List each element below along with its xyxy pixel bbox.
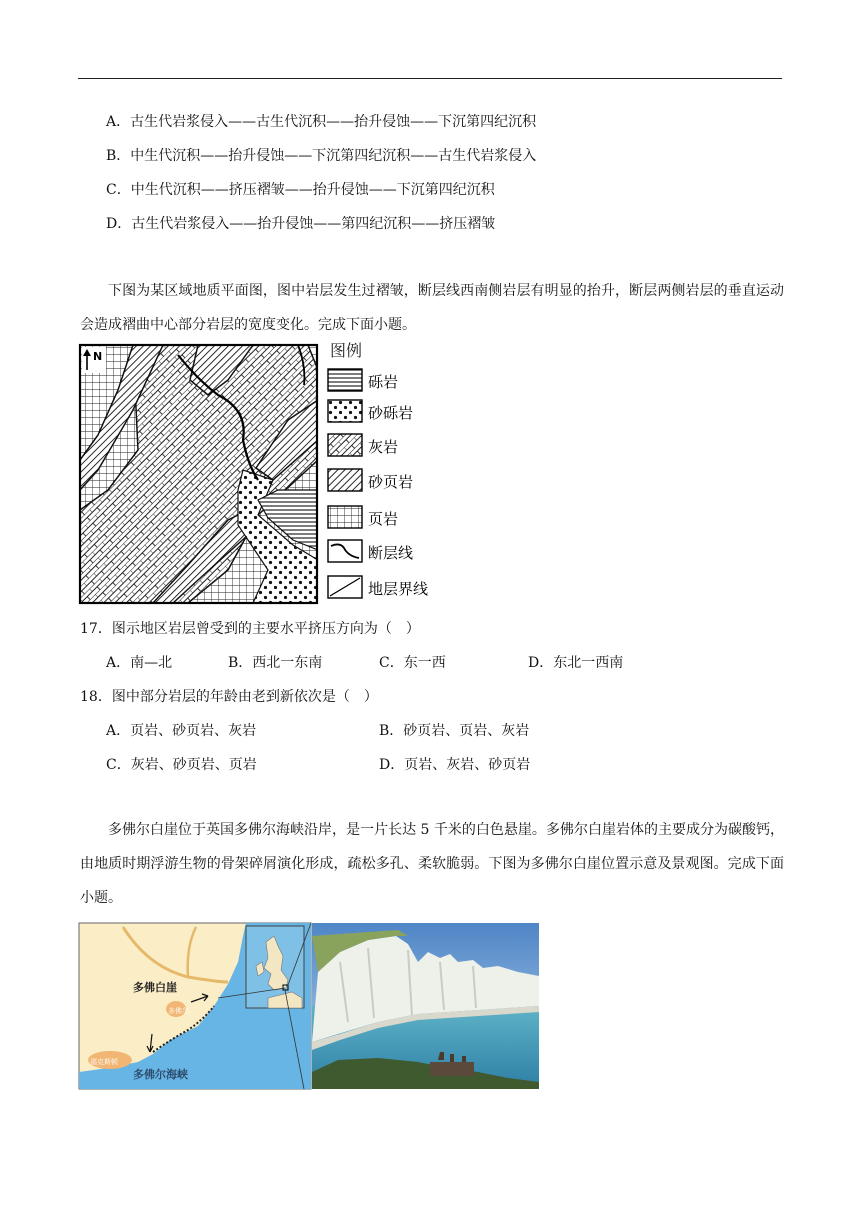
legend-title: 图例 [330, 341, 363, 360]
legend-item-stratum-boundary [328, 576, 428, 598]
q16-option-d: D．古生代岩浆侵入——抬升侵蚀——第四纪沉积——挤压褶皱 [106, 216, 496, 232]
q18-option-b: B．砂页岩、页岩、灰岩 [379, 723, 530, 739]
q16-option-b: B．中生代沉积——抬升侵蚀——下沉第四纪沉积——古生代岩浆侵入 [106, 148, 537, 164]
legend-label: 砂砾岩 [368, 404, 414, 422]
label-dover-town: 多佛尔 [168, 1007, 189, 1015]
legend-label: 砂页岩 [368, 473, 414, 491]
legend-item-fault-line [328, 540, 413, 562]
legend-label: 页岩 [368, 510, 399, 528]
q17-option-b: B．西北一东南 [228, 655, 323, 671]
label-dover-strait: 多佛尔海峡 [133, 1068, 188, 1081]
label-folkestone: 福克斯顿 [90, 1058, 118, 1066]
q18-option-c: C．灰岩、砂页岩、页岩 [106, 757, 257, 773]
q17-option-a: A．南—北 [106, 655, 173, 671]
legend-item-shale [328, 506, 398, 528]
q18-option-a: A．页岩、砂页岩、灰岩 [106, 723, 257, 739]
inset-map [246, 926, 304, 1008]
legend-label: 地层界线 [368, 580, 429, 598]
legend-item-sandy-shale [328, 469, 413, 491]
legend-item-conglomerate [328, 369, 398, 391]
label-white-cliffs: 多佛白崖 [133, 981, 177, 994]
intro-paragraph-2: 多佛尔白崖位于英国多佛尔海峡沿岸，是一片长达 5 千米的白色悬崖。多佛尔白崖岩体的主要成分为碳酸钙，由地质时期浮游生物的骨架碎屑演化形成，疏松多孔、柔软脆弱。下图为多佛尔白崖位置示意及景观图。完成下面小题。 [80, 822, 784, 906]
north-label: N [93, 350, 103, 363]
legend-label: 断层线 [368, 544, 414, 562]
legend-label: 灰岩 [368, 438, 399, 456]
dover-figure-svg [78, 922, 540, 1090]
white-cliffs-photo [312, 923, 539, 1089]
legend-item-sandy-conglomerate [328, 400, 413, 422]
geologic-map-svg [78, 340, 448, 608]
q18-option-d: D．页岩、灰岩、砂页岩 [379, 757, 531, 773]
q17-option-d: D．东北一西南 [528, 655, 624, 671]
q16-option-a: A．古生代岩浆侵入——古生代沉积——抬升侵蚀——下沉第四纪沉积 [106, 114, 537, 130]
dover-figure [78, 922, 540, 1090]
map-body [80, 345, 318, 603]
q17-stem: 17．图示地区岩层曾受到的主要水平挤压方向为（ ） [80, 621, 420, 637]
legend-item-limestone [328, 434, 398, 456]
intro-paragraph-1: 下图为某区域地质平面图，图中岩层发生过褶皱，断层线西南侧岩层有明显的抬升，断层两侧岩层的垂直运动会造成褶曲中心部分岩层的宽度变化。完成下面小题。 [80, 283, 784, 333]
geologic-map-figure [78, 340, 448, 608]
q17-option-c: C．东一西 [379, 655, 446, 671]
header-rule [78, 78, 782, 79]
q18-stem: 18．图中部分岩层的年龄由老到新依次是（ ） [80, 689, 378, 705]
location-map [79, 923, 311, 1089]
legend-label: 砾岩 [368, 373, 399, 391]
q16-option-c: C．中生代沉积——挤压褶皱——抬升侵蚀——下沉第四纪沉积 [106, 182, 495, 198]
